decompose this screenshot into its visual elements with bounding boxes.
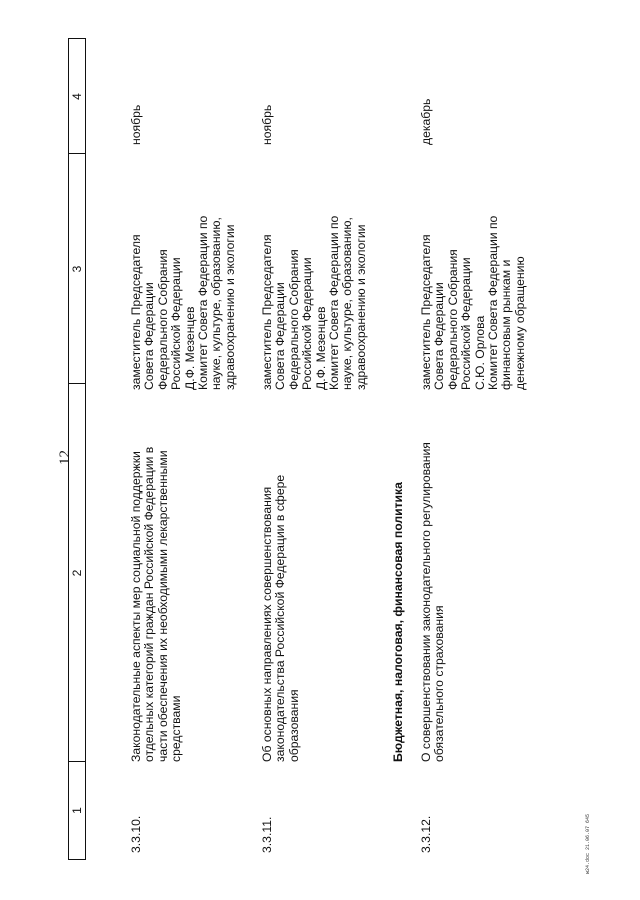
document-page: [0, 20, 600, 880]
row-number: 3.3.12.: [419, 815, 433, 853]
row-responsible: заместитель Председателя Совета Федерации Федерального Собрания Российской Федерации С.Ю. Орлова Комитет Совета Федерации по финансовым рынкам и денежному обращению: [419, 215, 527, 390]
row-date: ноябрь: [129, 104, 143, 145]
row-responsible: заместитель Председателя Совета Федерации Федерального Собрания Российской Федерации Д.Ф. Мезенцев Комитет Совета Федерации по науке, культуре, образованию, здравоохранению и экологии: [260, 215, 368, 390]
row-date: ноябрь: [260, 104, 274, 145]
row-date: декабрь: [419, 98, 433, 145]
row-topic: О совершенствовании законодательного регулирования обязательного страхования: [419, 442, 447, 762]
page-number: 12: [57, 450, 73, 465]
column-2-label: 2: [70, 569, 84, 577]
row-responsible: заместитель Председателя Совета Федерации Федерального Собрания Российской Федерации Д.Ф. Мезенцев Комитет Совета Федерации по науке, культуре, образованию, здравоохранению и экологии: [129, 215, 237, 390]
footer-code: w24.doc 21.06.07 645: [585, 813, 591, 874]
column-1-label: 1: [70, 807, 84, 814]
row-topic: Законодательные аспекты мер социальной поддержки отдельных категорий граждан Российской Федерации в части обеспечения их необходимыми лекарственными средствами: [129, 446, 184, 762]
row-number: 3.3.10.: [129, 815, 143, 853]
row-number: 3.3.11.: [260, 816, 274, 853]
section-heading: Бюджетная, налоговая, финансовая политика: [391, 482, 405, 762]
column-4-label: 4: [70, 93, 84, 100]
table-header: [68, 38, 86, 860]
row-topic: Об основных направлениях совершенствования законодательства Российской Федерации в сфере образования: [260, 474, 301, 762]
column-3-label: 3: [70, 265, 84, 273]
